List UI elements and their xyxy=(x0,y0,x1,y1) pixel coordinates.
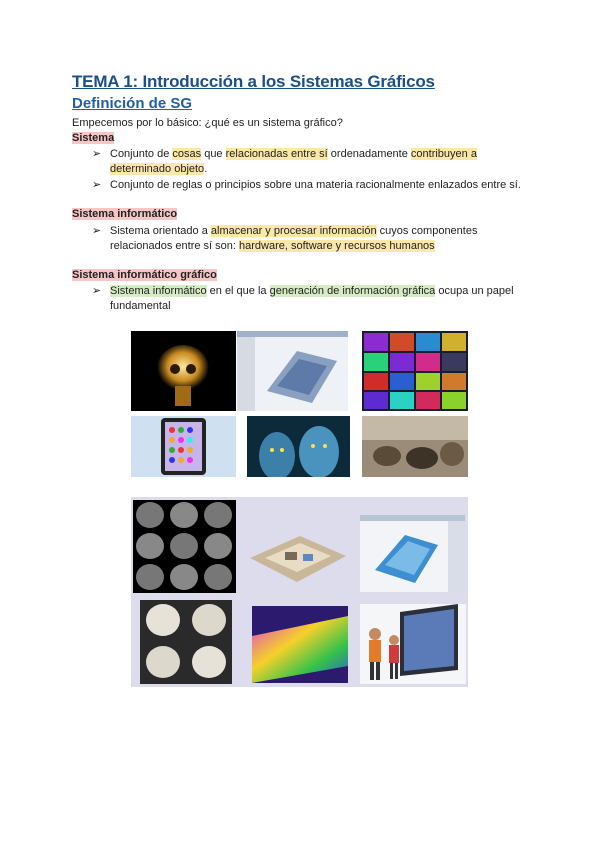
phone-game-image xyxy=(131,416,236,477)
text-run: en el que la xyxy=(206,285,270,297)
intro-text: Empecemos por lo básico: ¿qué es un sistema gráfico? xyxy=(72,117,343,129)
skull-3d-renders-image xyxy=(140,600,232,684)
sistema-heading-label: Sistema xyxy=(72,132,115,144)
bullet-arrow-icon: ➢ xyxy=(92,285,102,297)
highlight-relacionadas: relacionadas entre sí xyxy=(225,148,328,160)
interactive-whiteboard-image xyxy=(360,604,466,684)
informatico-heading xyxy=(72,206,177,222)
battle-scene-image xyxy=(362,416,468,477)
highlight-sistema-informatico: Sistema informático xyxy=(110,285,207,297)
highlight-generacion: generación de información gráfica xyxy=(269,285,436,297)
highlight-contribuyen: contribuyen a xyxy=(410,148,477,160)
text-run: Conjunto de xyxy=(110,148,173,160)
text-run: que xyxy=(201,148,226,160)
grafico-line-2: fundamental xyxy=(110,300,171,312)
3d-modeling-software-image xyxy=(360,515,465,592)
sistema-bullet-1-line-2 xyxy=(110,161,207,177)
grafico-heading-label: Sistema informático gráfico xyxy=(72,269,217,281)
sistema-bullet-2: Conjunto de reglas o principios sobre una materia racionalmente enlazados entre sí. xyxy=(110,179,521,191)
informatico-line-2 xyxy=(110,238,435,254)
highlight-almacenar: almacenar y procesar información xyxy=(210,225,377,237)
text-run: relacionados entre sí son: xyxy=(110,240,240,252)
house-model-image xyxy=(245,528,351,586)
sistema-heading xyxy=(72,130,114,146)
highlight-objeto: determinado objeto xyxy=(110,163,205,175)
bullet-arrow-icon: ➢ xyxy=(92,148,102,160)
terrain-heatmap-image xyxy=(252,606,348,683)
text-run: . xyxy=(204,163,208,175)
bullet-arrow-icon: ➢ xyxy=(92,225,102,237)
bullet-arrow-icon: ➢ xyxy=(92,179,102,191)
informatico-line-1 xyxy=(110,223,477,239)
movie-characters-image xyxy=(247,416,350,477)
xray-skull-image xyxy=(131,331,236,411)
informatico-heading-label: Sistema informático xyxy=(72,208,178,220)
text-run: Sistema orientado a xyxy=(110,225,211,237)
section-subtitle: Definición de SG xyxy=(72,95,193,112)
text-run: cuyos componentes xyxy=(376,225,478,237)
page-title: TEMA 1: Introducción a los Sistemas Gráficos xyxy=(72,72,435,91)
grafico-line-1 xyxy=(110,283,514,299)
text-run: ordenadamente xyxy=(327,148,411,160)
sistema-bullet-1-line-1 xyxy=(110,146,477,162)
cad-software-image xyxy=(237,331,348,411)
highlight-hardware: hardware, software y recursos humanos xyxy=(239,240,435,252)
grafico-heading xyxy=(72,267,217,283)
app-screenshots-grid-image xyxy=(362,331,468,411)
highlight-cosas: cosas xyxy=(172,148,202,160)
text-run: ocupa un papel xyxy=(435,285,514,297)
brain-ct-scans-image xyxy=(133,500,236,593)
